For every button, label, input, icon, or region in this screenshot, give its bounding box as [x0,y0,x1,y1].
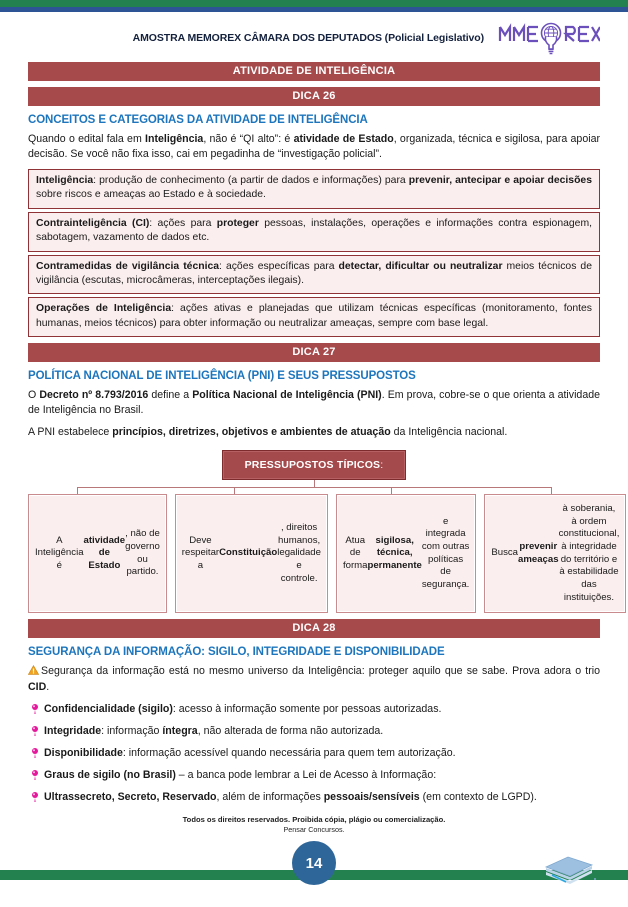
connector-leg [391,487,392,494]
dica-27-paragraph-1: O Decreto nº 8.793/2016 define a Política Nacional de Inteligência (PNI). Em prova, cobre-se o que orienta a atividade de Inteligência no Brasil. [28,388,600,416]
list-item [28,724,600,739]
diagram-title-colon: : [380,459,384,472]
book-stack-icon [542,853,596,892]
list-item [28,746,600,761]
concept-box: Operações de Inteligência: ações ativas e planejadas que utilizam técnicas específicas (monitoramento, fontes humanas, meios técnicos) para obter informação ou neutralizar ameaças, sempre com base legal. [28,297,600,337]
dica-28-bar: DICA 28 [28,619,600,638]
diagram-connectors [28,480,600,494]
list-item-text: Integridade: informação íntegra, não alterada de forma não autorizada. [44,725,384,738]
dica-26-heading: CONCEITOS E CATEGORIAS DA ATIVIDADE DE INTELIGÊNCIA [28,114,368,126]
dica-26-bar: DICA 26 [28,87,600,106]
dica-26-intro: Quando o edital fala em Inteligência, não é “QI alto”: é atividade de Estado, organizada, técnica e sigilosa, para apoiar decisão. Se você não fixa isso, cai em pegadinha de “investigação policial”. [28,133,600,161]
diagram-title-row [28,450,600,480]
list-item-text: Ultrassecreto, Secreto, Reservado, além de informações pessoais/sensíveis (em contexto de LGPD). [44,791,537,804]
concept-box: Contrainteligência (CI): ações para proteger pessoas, instalações, operações e informações contra espionagem, sabotagem, vazamento de dados etc. [28,212,600,252]
diagram-box: A Inteligência é atividade de Estado , não de governo ou partido. [28,494,167,613]
diagram-title-box [222,450,407,480]
concept-box: Inteligência: produção de conhecimento (a partir de dados e informações) para prevenir, antecipar e apoiar decisões sobre riscos e ameaças ao Estado e à sociedade. [28,169,600,209]
connector-horizontal [77,487,552,488]
memorex-logo [494,18,600,58]
page-footer [28,837,600,907]
connector-leg [551,487,552,494]
pushpin-icon [31,792,39,807]
diagram-box: Atua de forma sigilosa, técnica, permanente e integrada com outras políticas de segurança. [336,494,476,613]
list-item [28,790,600,805]
connector-vertical-main [314,480,315,487]
pushpin-icon [31,770,39,785]
connector-leg [234,487,235,494]
dica-27-paragraph-2: A PNI estabelece princípios, diretrizes, objetivos e ambientes de atuação da Inteligência nacional. [28,426,508,438]
page-content [0,12,628,870]
page-title: AMOSTRA MEMOREX CÂMARA DOS DEPUTADOS (Policial Legislativo) [132,32,484,44]
section-bar-atividade: ATIVIDADE DE INTELIGÊNCIA [28,62,600,81]
diagram-box: Deve respeitar a Constituição , direitos humanos, legalidade e controle. [175,494,328,613]
diagram-title-label: PRESSUPOSTOS TÍPICOS [244,459,381,472]
rights-line-1: Todos os direitos reservados. Proibida cópia, plágio ou comercialização. [182,814,446,824]
list-item [28,702,600,717]
list-item-text: Disponibilidade: informação acessível quando necessária para quem tem autorização. [44,747,456,760]
dica-28-warning-text: Segurança da informação está no mesmo universo da Inteligência: proteger aquilo que se sabe. Prova adora o trio CID. [28,665,600,694]
lightbulb-globe-icon [494,18,600,58]
concept-box: Contramedidas de vigilância técnica: ações específicas para detectar, dificultar ou neutralizar meios técnicos de vigilância (escutas, microcâmeras, interceptações ilegais). [28,255,600,295]
list-item [28,768,600,783]
dica-27-heading: POLÍTICA NACIONAL DE INTELIGÊNCIA (PNI) E SEUS PRESSUPOSTOS [28,369,416,382]
rights-notice [28,815,600,836]
dica-28-heading: SEGURANÇA DA INFORMAÇÃO: SIGILO, INTEGRIDADE E DISPONIBILIDADE [28,646,445,659]
top-green-stripe [0,0,628,7]
diagram-box-row [28,494,620,613]
pushpin-icon [31,726,39,741]
list-item-text: Graus de sigilo (no Brasil) – a banca pode lembrar a Lei de Acesso à Informação: [44,769,437,782]
document-header [28,12,600,58]
cid-bullet-list [28,702,600,805]
pushpin-icon [31,704,39,719]
dica-27-bar: DICA 27 [28,343,600,362]
diagram-box: Busca prevenir ameaças à soberania, à ordem constitucional, à integridade do território e à estabilidade das instituições. [484,494,626,613]
warning-triangle-icon [28,665,39,680]
dica-28-warning-line [28,664,600,695]
concept-box-list [28,169,600,337]
list-item-text: Confidencialidade (sigilo): acesso à informação somente por pessoas autorizadas. [44,703,442,716]
connector-leg [77,487,78,494]
rights-line-2: Pensar Concursos. [283,825,345,835]
page-number-badge: 14 [292,841,336,885]
pressupostos-diagram [28,450,620,613]
pushpin-icon [31,748,39,763]
